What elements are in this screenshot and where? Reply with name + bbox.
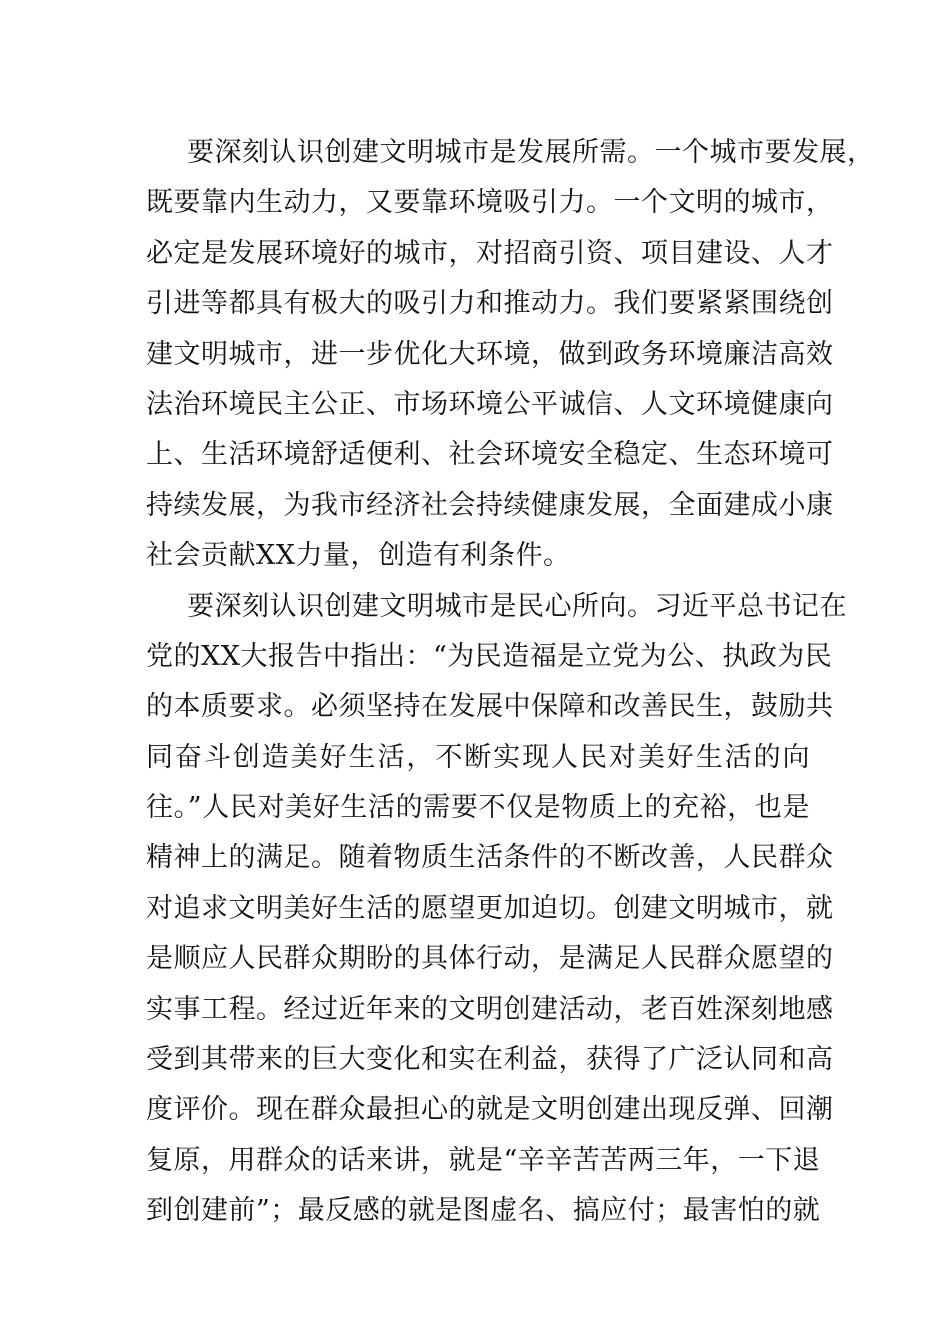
text-line: 度评价。现在群众最担心的就是文明创建出现反弹、回潮 bbox=[146, 1094, 834, 1126]
text-line: 社会贡献XX力量，创造有利条件。 bbox=[146, 540, 571, 572]
text-line: 复原，用群众的话来讲，就是“辛辛苦苦两三年，一下退 bbox=[146, 1144, 821, 1176]
text-line: 往。”人民对美好生活的需要不仅是物质上的充裕，也是 bbox=[146, 792, 810, 824]
text-line: 对追求文明美好生活的愿望更加迫切。创建文明城市，就 bbox=[146, 892, 834, 924]
text-line: 持续发展，为我市经济社会持续健康发展，全面建成小康 bbox=[146, 489, 834, 521]
text-line: 法治环境民主公正、市场环境公平诚信、人文环境健康向 bbox=[146, 388, 834, 420]
paragraph-development bbox=[146, 128, 875, 582]
text-line: 是顺应人民群众期盼的具体行动，是满足人民群众愿望的 bbox=[146, 943, 834, 975]
text-line: 到创建前”；最反感的就是图虚名、搞应付；最害怕的就 bbox=[146, 1195, 821, 1227]
paragraph-public-will bbox=[146, 582, 847, 1237]
text-line: 上、生活环境舒适便利、社会环境安全稳定、生态环境可 bbox=[146, 439, 834, 471]
text-line: 党的XX大报告中指出：“为民造福是立党为公、执政为民 bbox=[146, 640, 833, 672]
text-line: 受到其带来的巨大变化和实在利益，获得了广泛认同和高 bbox=[146, 1044, 834, 1076]
text-line: 同奋斗创造美好生活，不断实现人民对美好生活的向 bbox=[146, 741, 810, 773]
text-line: 引进等都具有极大的吸引力和推动力。我们要紧紧围绕创 bbox=[146, 288, 834, 320]
text-line: 既要靠内生动力，又要靠环境吸引力。一个文明的城市， bbox=[146, 187, 834, 219]
text-line: 要深刻认识创建文明城市是民心所向。习近平总书记在 bbox=[187, 590, 847, 622]
document-body bbox=[146, 128, 875, 1237]
text-line: 实事工程。经过近年来的文明创建活动，老百姓深刻地感 bbox=[146, 993, 834, 1025]
text-line: 精神上的满足。随着物质生活条件的不断改善，人民群众 bbox=[146, 842, 834, 874]
text-line: 必定是发展环境好的城市，对招商引资、项目建设、人才 bbox=[146, 237, 834, 269]
text-line: 的本质要求。必须坚持在发展中保障和改善民生，鼓励共 bbox=[146, 691, 834, 723]
text-line: 建文明城市，进一步优化大环境，做到政务环境廉洁高效 bbox=[146, 338, 834, 370]
text-line: 要深刻认识创建文明城市是发展所需。一个城市要发展， bbox=[187, 137, 875, 168]
